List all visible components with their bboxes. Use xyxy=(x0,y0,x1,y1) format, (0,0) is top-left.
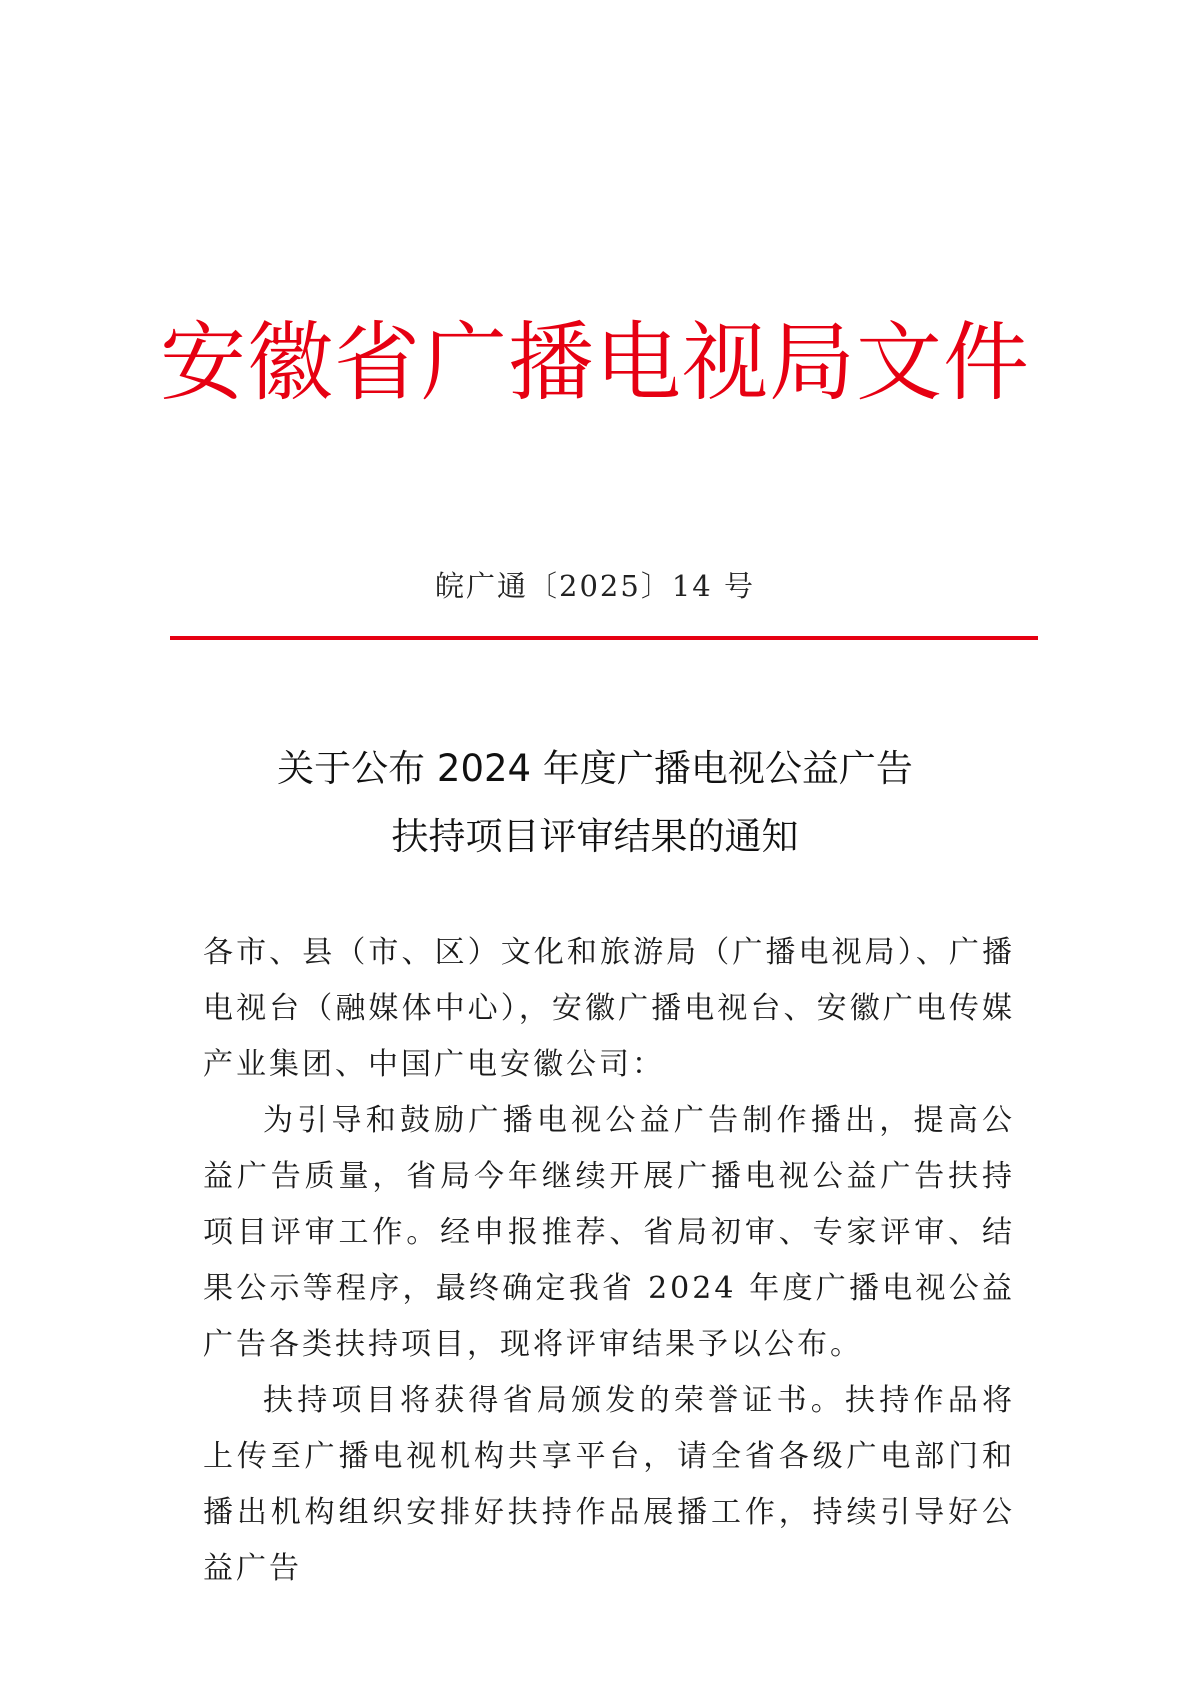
recipients-paragraph: 各市、县（市、区）文化和旅游局（广播电视局）、广播电视台（融媒体中心），安徽广播电视台、安徽广电传媒产业集团、中国广电安徽公司： xyxy=(203,935,1015,1082)
title-line-2: 扶持项目评审结果的通知 xyxy=(391,815,799,858)
body-paragraph-1: 为引导和鼓励广播电视公益广告制作播出，提高公益广告质量，省局今年继续开展广播电视公益广告扶持项目评审工作。经申报推荐、省局初审、专家评审、结果公示等程序，最终确定我省 2024 年度广播电视公益广告各类扶持项目，现将评审结果予以公布。 xyxy=(203,1103,1015,1362)
document-number: 皖广通〔2025〕14 号 xyxy=(435,569,755,603)
document-body xyxy=(203,925,1015,1597)
document-title xyxy=(0,735,1190,871)
document-masthead: 安徽省广播电视局文件 xyxy=(160,313,1030,413)
red-divider-line xyxy=(170,636,1038,640)
body-paragraph-2: 扶持项目将获得省局颁发的荣誉证书。扶持作品将上传至广播电视机构共享平台，请全省各级广电部门和播出机构组织安排好扶持作品展播工作，持续引导好公益广告 xyxy=(203,1383,1015,1586)
title-line-1: 关于公布 2024 年度广播电视公益广告 xyxy=(277,747,913,790)
